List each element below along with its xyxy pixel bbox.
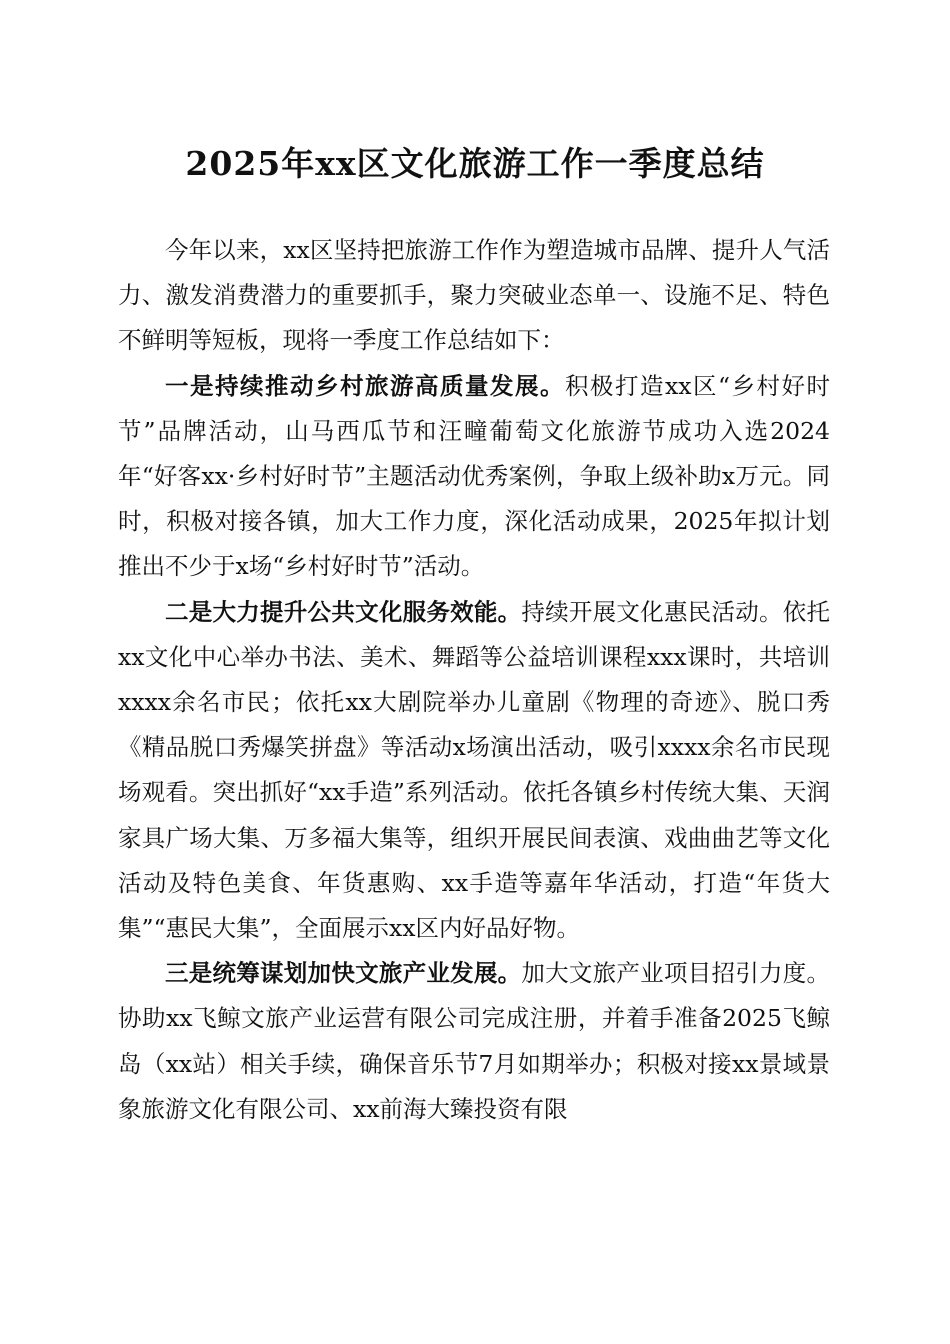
paragraph-text: 积极打造xx区“乡村好时节”品牌活动，山马西瓜节和汪疃葡萄文化旅游节成功入选2024年“好客xx·乡村好时节”主题活动优秀案例，争取上级补助x万元。同时，积极对接各镇，加大工作力度，深化活动成果，2025年拟计划推出不少于x场“乡村好时节”活动。 [118,371,830,581]
paragraph-lead: 一是持续推动乡村旅游高质量发展。 [165,371,565,400]
paragraph-lead: 二是大力提升公共文化服务效能。 [165,597,522,626]
paragraph-industry [118,951,830,1132]
paragraph-intro [118,228,830,364]
paragraph-rural-tourism [118,364,830,590]
document-body [118,228,830,1132]
paragraph-text: 今年以来，xx区坚持把旅游工作作为塑造城市品牌、提升人气活力、激发消费潜力的重要抓手，聚力突破业态单一、设施不足、特色不鲜明等短板，现将一季度工作总结如下： [118,236,830,355]
document-title: 2025年xx区文化旅游工作一季度总结 [185,144,765,183]
paragraph-public-culture [118,590,830,952]
paragraph-text: 持续开展文化惠民活动。依托xx文化中心举办书法、美术、舞蹈等公益培训课程xxx课时，共培训xxxx余名市民；依托xx大剧院举办儿童剧《物理的奇迹》、脱口秀《精品脱口秀爆笑拼盘》等活动x场演出活动，吸引xxxx余名市民现场观看。突出抓好“xx手造”系列活动。依托各镇乡村传统大集、天润家具广场大集、万多福大集等，组织开展民间表演、戏曲曲艺等文化活动及特色美食、年货惠购、xx手造等嘉年华活动，打造“年货大集”“惠民大集”，全面展示xx区内好品好物。 [118,597,831,943]
paragraph-text: 加大文旅产业项目招引力度。协助xx飞鲸文旅产业运营有限公司完成注册，并着手准备2025飞鲸岛（xx站）相关手续，确保音乐节7月如期举办；积极对接xx景域景象旅游文化有限公司、xx前海大臻投资有限 [118,959,831,1123]
paragraph-lead: 三是统筹谋划加快文旅产业发展。 [165,959,522,988]
